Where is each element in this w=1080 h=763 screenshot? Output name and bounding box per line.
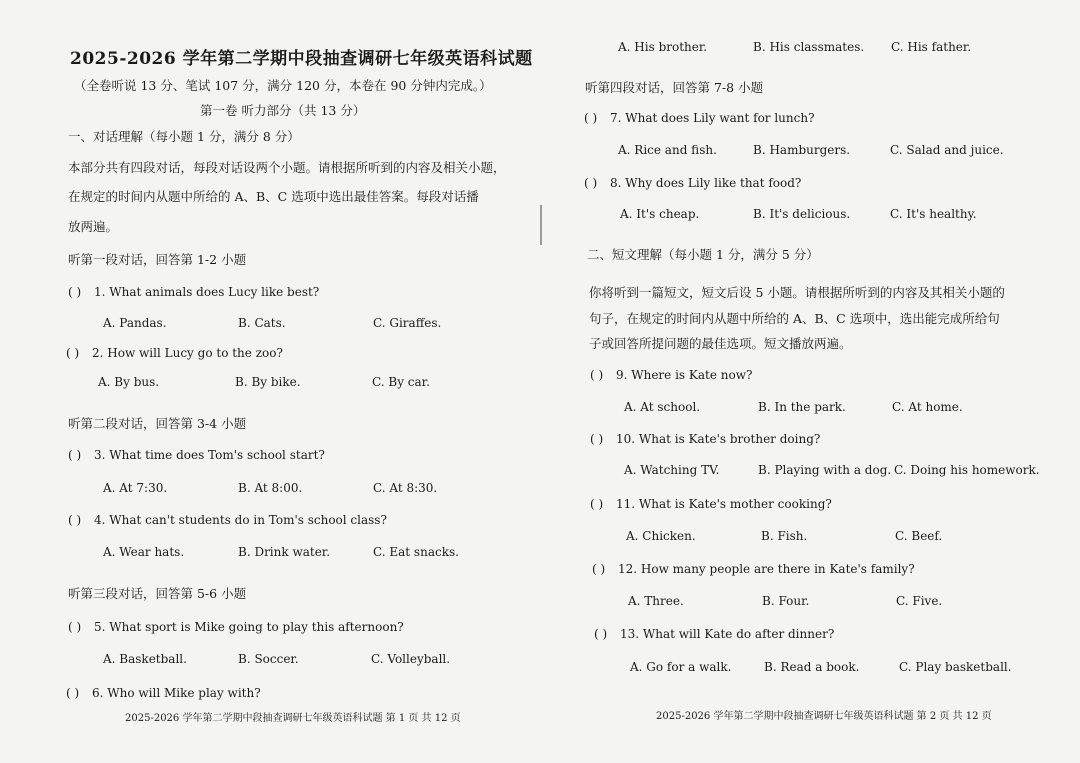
option-b: B. Playing with a dog.	[758, 463, 892, 477]
option-c: C. At 8:30.	[373, 481, 438, 495]
answer-blank[interactable]: ( )	[584, 111, 598, 125]
option-a: A. Go for a walk.	[630, 660, 732, 674]
question-11: ( ) 11. What is Kate's mother cooking?	[590, 497, 832, 511]
question-4: ( ) 4. What can't students do in Tom's school class?	[68, 513, 387, 527]
option-b: B. Hamburgers.	[753, 143, 851, 157]
dialogue-heading: 听第四段对话，回答第 7-8 小题	[585, 80, 764, 95]
answer-blank[interactable]: ( )	[68, 448, 82, 462]
option-c: C. Doing his homework.	[894, 463, 1040, 477]
exam-title: 2025-2026 学年第二学期中段抽查调研七年级英语科试题	[70, 49, 533, 69]
option-b: B. At 8:00.	[238, 481, 303, 495]
page-footer: 2025-2026 学年第二学期中段抽查调研七年级英语科试题 第 2 页 共 12 页	[656, 711, 992, 722]
section2-instruction-line: 你将听到一篇短文，短文后设 5 小题。请根据所听到的内容及其相关小题的	[589, 285, 1005, 300]
option-a: A. Chicken.	[626, 529, 696, 543]
question-2: ( ) 2. How will Lucy go to the zoo?	[66, 346, 283, 360]
section2-instruction-line: 子或回答所提问题的最佳选项。短文播放两遍。	[589, 336, 852, 351]
option-c: C. Volleyball.	[371, 652, 451, 666]
option-c: C. Eat snacks.	[373, 545, 459, 559]
option-b: B. By bike.	[235, 375, 301, 389]
option-c: C. Giraffes.	[373, 316, 442, 330]
option-a: A. Pandas.	[103, 316, 167, 330]
answer-blank[interactable]: ( )	[590, 497, 604, 511]
question-12: ( ) 12. How many people are there in Kate's family?	[592, 562, 915, 576]
answer-blank[interactable]: ( )	[66, 346, 80, 360]
question-3: ( ) 3. What time does Tom's school start?	[68, 448, 325, 462]
option-c: C. His father.	[891, 40, 972, 54]
dialogue-heading: 听第三段对话，回答第 5-6 小题	[68, 586, 247, 601]
volume-heading: 第一卷 听力部分（共 13 分）	[200, 103, 366, 118]
option-b: B. Read a book.	[764, 660, 860, 674]
option-c: C. Salad and juice.	[890, 143, 1004, 157]
section2-heading: 二、短文理解（每小题 1 分，满分 5 分）	[587, 247, 819, 262]
option-c: C. It's healthy.	[890, 207, 977, 221]
option-b: B. In the park.	[758, 400, 846, 414]
answer-blank[interactable]: ( )	[68, 285, 82, 299]
answer-blank[interactable]: ( )	[590, 432, 604, 446]
page-2	[540, 0, 1080, 763]
question-1: ( ) 1. What animals does Lucy like best?	[68, 285, 320, 299]
question-8: ( ) 8. Why does Lily like that food?	[584, 176, 802, 190]
dialogue-heading: 听第二段对话，回答第 3-4 小题	[68, 416, 247, 431]
option-c: C. By car.	[372, 375, 430, 389]
option-c: C. At home.	[892, 400, 963, 414]
dialogue-heading: 听第一段对话，回答第 1-2 小题	[68, 252, 247, 267]
exam-subtitle: （全卷听说 13 分、笔试 107 分，满分 120 分，本卷在 90 分钟内完成。）	[74, 78, 492, 93]
option-a: A. Basketball.	[103, 652, 187, 666]
option-b: B. It's delicious.	[753, 207, 851, 221]
section1-instruction-line: 放两遍。	[68, 219, 119, 234]
option-b: B. Fish.	[761, 529, 808, 543]
question-7: ( ) 7. What does Lily want for lunch?	[584, 111, 815, 125]
question-9: ( ) 9. Where is Kate now?	[590, 368, 753, 382]
option-a: A. By bus.	[98, 375, 160, 389]
option-b: B. Drink water.	[238, 545, 331, 559]
option-a: A. His brother.	[618, 40, 708, 54]
answer-blank[interactable]: ( )	[592, 562, 606, 576]
question-6: ( ) 6. Who will Mike play with?	[66, 686, 261, 700]
option-b: B. Soccer.	[238, 652, 299, 666]
option-b: B. Four.	[762, 594, 810, 608]
section2-instruction-line: 句子，在规定的时间内从题中所给的 A、B、C 选项中，选出能完成所给句	[589, 311, 1000, 326]
question-5: ( ) 5. What sport is Mike going to play this afternoon?	[68, 620, 404, 634]
option-b: B. His classmates.	[753, 40, 865, 54]
answer-blank[interactable]: ( )	[68, 513, 82, 527]
answer-blank[interactable]: ( )	[66, 686, 80, 700]
option-b: B. Cats.	[238, 316, 286, 330]
answer-blank[interactable]: ( )	[590, 368, 604, 382]
option-a: A. At school.	[624, 400, 701, 414]
question-10: ( ) 10. What is Kate's brother doing?	[590, 432, 821, 446]
option-a: A. Three.	[628, 594, 684, 608]
answer-blank[interactable]: ( )	[68, 620, 82, 634]
option-a: A. Rice and fish.	[618, 143, 717, 157]
option-c: C. Five.	[896, 594, 943, 608]
question-13: ( ) 13. What will Kate do after dinner?	[594, 627, 835, 641]
answer-blank[interactable]: ( )	[594, 627, 608, 641]
option-a: A. Wear hats.	[103, 545, 185, 559]
option-a: A. Watching TV.	[624, 463, 720, 477]
section1-instruction-line: 在规定的时间内从题中所给的 A、B、C 选项中选出最佳答案。每段对话播	[68, 189, 479, 204]
section1-instruction-line: 本部分共有四段对话，每段对话设两个小题。请根据所听到的内容及相关小题，	[68, 160, 506, 175]
answer-blank[interactable]: ( )	[584, 176, 598, 190]
option-a: A. At 7:30.	[103, 481, 168, 495]
option-c: C. Play basketball.	[899, 660, 1012, 674]
section1-heading: 一、对话理解（每小题 1 分，满分 8 分）	[68, 129, 300, 144]
page-footer: 2025-2026 学年第二学期中段抽查调研七年级英语科试题 第 1 页 共 12 页	[125, 713, 461, 724]
option-a: A. It's cheap.	[620, 207, 700, 221]
option-c: C. Beef.	[895, 529, 943, 543]
